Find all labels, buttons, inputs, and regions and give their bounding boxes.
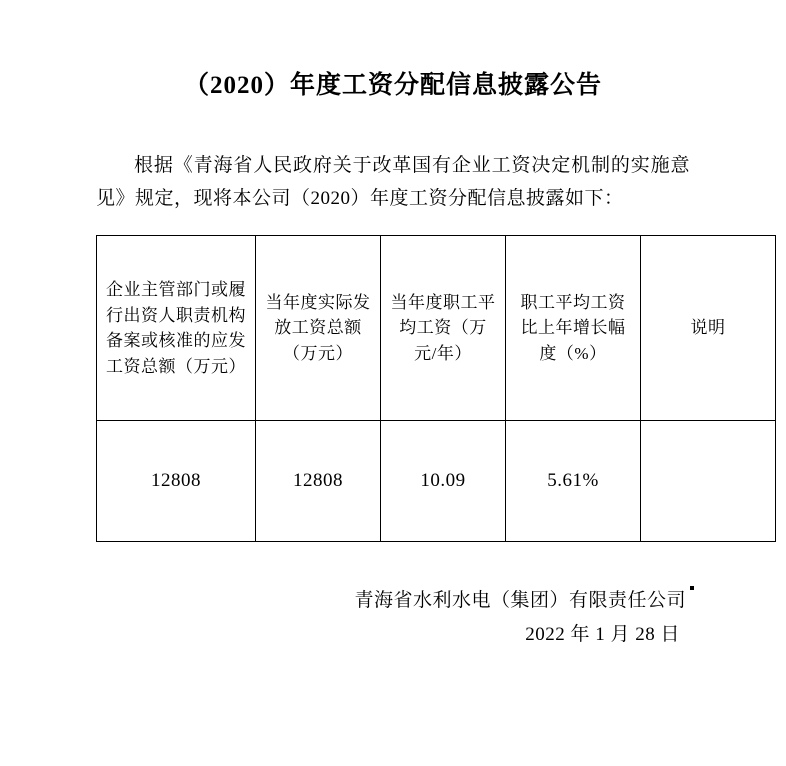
table-cell-average-wage: 10.09 (381, 421, 506, 542)
table-header-cell-1: 企业主管部门或履行出资人职责机构备案或核准的应发工资总额（万元） (97, 236, 256, 421)
table-header-cell-5: 说明 (641, 236, 776, 421)
document-page (0, 70, 786, 766)
wage-disclosure-table (96, 235, 776, 542)
signature-company: 青海省水利水电（集团）有限责任公司 (354, 590, 686, 611)
page-title: （2020）年度工资分配信息披露公告 (183, 72, 602, 99)
table-header-row (97, 236, 776, 421)
page-corner-mark (690, 586, 694, 590)
table-cell-remark (641, 421, 776, 542)
table-cell-growth-rate: 5.61% (506, 421, 641, 542)
table-header-cell-3: 当年度职工平均工资（万元/年） (381, 236, 506, 421)
intro-paragraph: 根据《青海省人民政府关于改革国有企业工资决定机制的实施意见》规定，现将本公司（2020）年度工资分配信息披露如下： (96, 154, 690, 209)
table-header-cell-2: 当年度实际发放工资总额（万元） (256, 236, 381, 421)
table-header-cell-4: 职工平均工资比上年增长幅度（%） (506, 236, 641, 421)
table-cell-approved-total: 12808 (97, 421, 256, 542)
signature-date: 2022 年 1 月 28 日 (525, 624, 680, 646)
signature-block (96, 584, 690, 652)
table-row (97, 421, 776, 542)
table-cell-actual-total: 12808 (256, 421, 381, 542)
